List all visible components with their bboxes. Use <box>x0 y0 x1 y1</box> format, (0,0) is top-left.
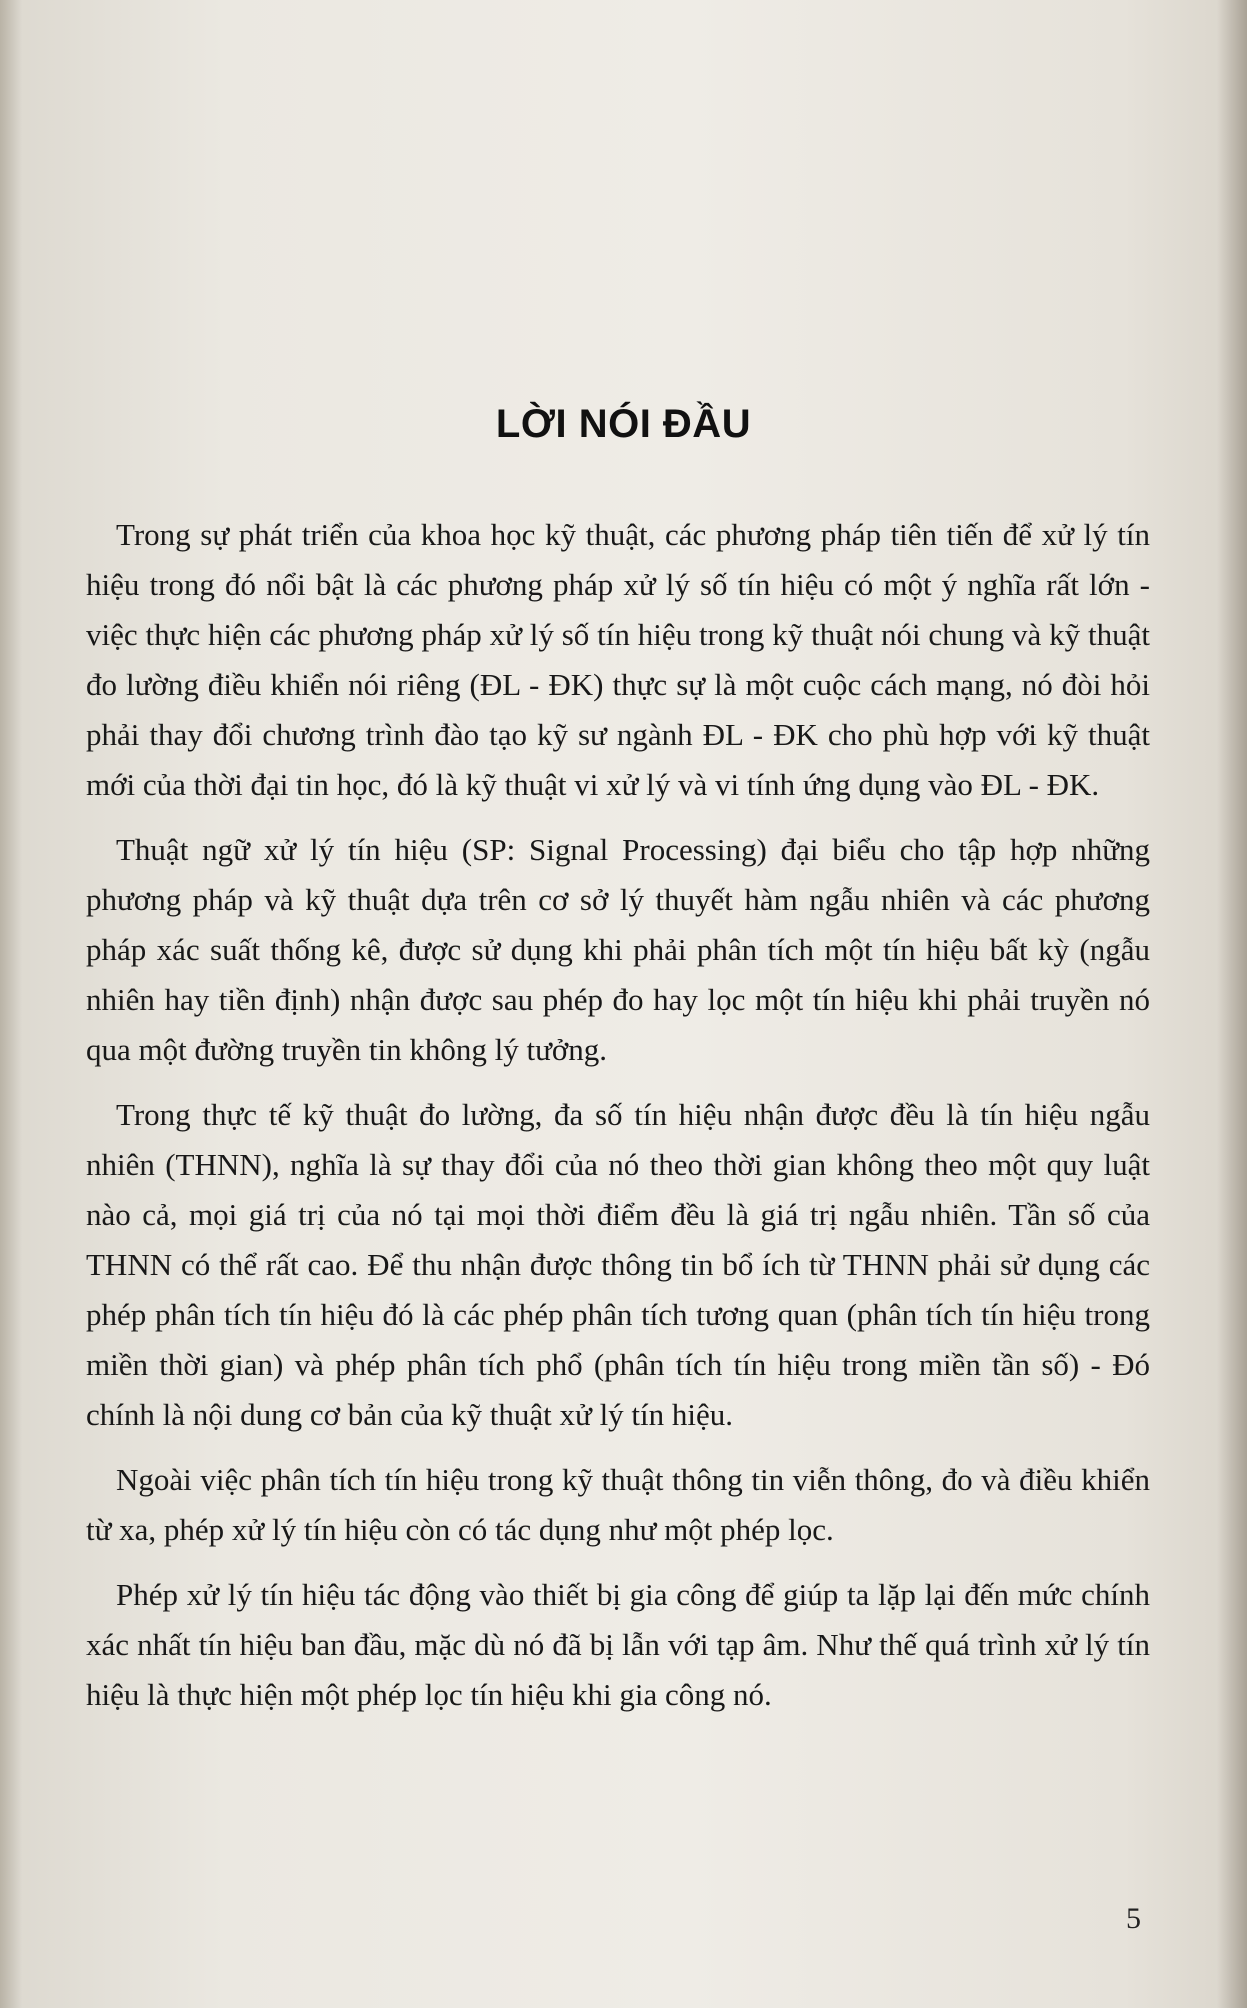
page-edge-shadow-right <box>1217 0 1247 2008</box>
paragraph-5: Phép xử lý tín hiệu tác động vào thiết bị gia công để giúp ta lặp lại đến mức chính xác nhất tín hiệu ban đầu, mặc dù nó đã bị lẫn với tạp âm. Như thế quá trình xử lý tín hiệu là thực hiện một phép lọc tín hiệu khi gia công nó. <box>86 1577 1150 1712</box>
page-edge-shadow-left <box>0 0 22 2008</box>
paragraph-1: Trong sự phát triển của khoa học kỹ thuật, các phương pháp tiên tiến để xử lý tín hiệu trong đó nổi bật là các phương pháp xử lý số tín hiệu có một ý nghĩa rất lớn - việc thực hiện các phương pháp xử lý số tín hiệu trong kỹ thuật nói chung và kỹ thuật đo lường điều khiển nói riêng (ĐL - ĐK) thực sự là một cuộc cách mạng, nó đòi hỏi phải thay đổi chương trình đào tạo kỹ sư ngành ĐL - ĐK cho phù hợp với kỹ thuật mới của thời đại tin học, đó là kỹ thuật vi xử lý và vi tính ứng dụng vào ĐL - ĐK. <box>86 517 1150 802</box>
paragraph-2: Thuật ngữ xử lý tín hiệu (SP: Signal Processing) đại biểu cho tập hợp những phương pháp và kỹ thuật dựa trên cơ sở lý thuyết hàm ngẫu nhiên và các phương pháp xác suất thống kê, được sử dụng khi phải phân tích một tín hiệu bất kỳ (ngẫu nhiên hay tiền định) nhận được sau phép đo hay lọc một tín hiệu khi phải truyền nó qua một đường truyền tin không lý tưởng. <box>86 832 1150 1067</box>
page-title: LỜI NÓI ĐẦU <box>495 402 752 446</box>
paragraph-3: Trong thực tế kỹ thuật đo lường, đa số tín hiệu nhận được đều là tín hiệu ngẫu nhiên (THNN), nghĩa là sự thay đổi của nó theo thời gian không theo một quy luật nào cả, mọi giá trị của nó tại mọi thời điểm đều là giá trị ngẫu nhiên. Tần số của THNN có thể rất cao. Để thu nhận được thông tin bổ ích từ THNN phải sử dụng các phép phân tích tín hiệu đó là các phép phân tích tương quan (phân tích tín hiệu trong miền thời gian) và phép phân tích phổ (phân tích tín hiệu trong miền tần số) - Đó chính là nội dung cơ bản của kỹ thuật xử lý tín hiệu. <box>86 1097 1150 1432</box>
page-number: 5 <box>1126 1902 1141 1935</box>
paragraph-4: Ngoài việc phân tích tín hiệu trong kỹ thuật thông tin viễn thông, đo và điều khiển từ xa, phép xử lý tín hiệu còn có tác dụng như một phép lọc. <box>86 1462 1150 1547</box>
body-text <box>86 510 1150 1735</box>
